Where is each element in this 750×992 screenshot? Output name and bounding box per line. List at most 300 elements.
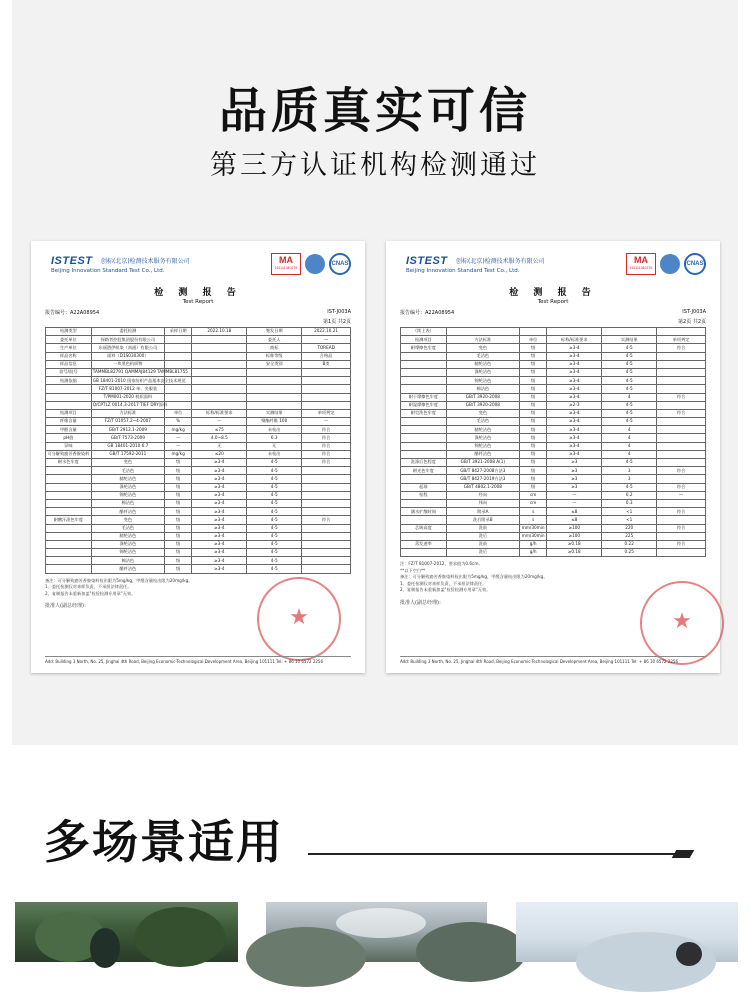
table-cell: 225 [602, 532, 657, 540]
table-cell: 洗后 [446, 532, 519, 540]
table-cell: 单项判定 [302, 409, 351, 417]
note-line: 1、委托检测仅对来样负责，不承担法律责任。 [400, 580, 487, 586]
table-row [46, 442, 351, 450]
table-cell: mm/30min [519, 524, 546, 532]
table-cell: 腈纶沾色 [446, 360, 519, 368]
table-row [46, 426, 351, 434]
table-cell: 4-5 [247, 459, 302, 467]
table-cell: 标称等级 [247, 352, 302, 360]
table-cell [46, 401, 92, 409]
table-cell: ≥3-4 [192, 483, 247, 491]
table-cell: 方法标准 [91, 409, 164, 417]
table-cell: pH值 [46, 434, 92, 442]
report-meta: 报告编号：A22A08954 IST-J003A [45, 309, 351, 316]
table-cell: 附录A [446, 508, 519, 516]
table-cell: — [164, 434, 191, 442]
table-row [401, 360, 706, 368]
table-cell [46, 499, 92, 507]
table-cell: ≥3-4 [547, 360, 602, 368]
table-cell: 2022.10.21 [302, 328, 351, 336]
table-cell: 0.2 [602, 491, 657, 499]
note-line: 2、复制报告未重新加盖"检验检测专用章"无效。 [400, 587, 491, 593]
table-row [401, 516, 706, 524]
note-line: 1、委托检测仅对来样负责，不承担法律责任。 [45, 584, 132, 590]
table-row [46, 483, 351, 491]
table-cell: ≥3-4 [192, 524, 247, 532]
table-cell: 芯吸高度 [401, 524, 447, 532]
table-cell [401, 418, 447, 426]
table-cell: g/h [519, 549, 546, 557]
table-cell: 4-5 [247, 516, 302, 524]
table-cell [192, 352, 247, 360]
table-cell: （续上表） [401, 328, 447, 336]
table-cell [46, 549, 92, 557]
table-row [46, 368, 351, 376]
table-cell: 腈纶沾色 [446, 426, 519, 434]
page-indicator: 第1页 共2页 [323, 319, 351, 325]
table-cell: 锦纶沾色 [91, 491, 164, 499]
table-cell [46, 524, 92, 532]
table-cell [247, 368, 302, 376]
table-row [401, 475, 706, 483]
table-cell: ≥3 [547, 475, 602, 483]
table-cell [46, 393, 92, 401]
report-number: A22A08954 [70, 310, 100, 316]
table-cell: 2022.10.18 [192, 328, 247, 336]
table-cell: GB/T 4802.1-2008 [446, 483, 519, 491]
inspection-seal-icon: ★ [640, 581, 724, 665]
table-cell: — [192, 418, 247, 426]
table-cell [657, 442, 706, 450]
table-row [46, 508, 351, 516]
scene-photo-snow [516, 902, 738, 962]
table-cell [401, 368, 447, 376]
table-cell: ≥3-4 [192, 557, 247, 565]
table-cell: 0.25 [602, 549, 657, 557]
table-cell: 锦纶沾色 [446, 377, 519, 385]
table-cell: 醋纤沾色 [91, 508, 164, 516]
table-cell [401, 377, 447, 385]
table-row [401, 499, 706, 507]
table-cell: 级 [519, 368, 546, 376]
org-name-cn: 创标(北京)检测技术服务有限公司 [101, 258, 190, 265]
table-cell: 安全类别 [247, 360, 302, 368]
table-cell: 涤纶沾色 [91, 483, 164, 491]
table-cell: % [164, 418, 191, 426]
table-cell: ≥3-4 [547, 409, 602, 417]
org-name-cn: 创标(北京)检测技术服务有限公司 [456, 258, 545, 265]
table-cell: 变色 [446, 409, 519, 417]
report-title-en: Test Report [537, 299, 569, 305]
scene-photo-mountain-mist [266, 902, 487, 962]
page-title: 品质真实可信 [218, 83, 531, 139]
table-cell: 耐干摩擦色牢度 [401, 393, 447, 401]
table-cell: — [547, 499, 602, 507]
table-cell [302, 524, 351, 532]
table-cell: — [302, 418, 351, 426]
table-cell [657, 426, 706, 434]
table-cell [164, 385, 191, 393]
table-cell: 4-5 [602, 385, 657, 393]
table-cell: 4-5 [602, 352, 657, 360]
table-row [401, 393, 706, 401]
table-cell: GB 18401-2010 国家纺织产品基本安全技术规范 [91, 377, 164, 385]
table-row [46, 401, 351, 409]
table-cell [192, 393, 247, 401]
table-cell: 级 [164, 516, 191, 524]
table-row [401, 418, 706, 426]
table-cell: 签发日期 [247, 328, 302, 336]
table-cell: 级 [519, 483, 546, 491]
table-cell: mg/kg [164, 450, 191, 458]
table-cell: 委托检测 [91, 328, 164, 336]
table-cell [401, 360, 447, 368]
note-line: 注：FZ/T 81007-2012、要求值为0.6cm。 [400, 561, 483, 567]
table-cell [302, 385, 351, 393]
table-cell [657, 401, 706, 409]
report-table [400, 327, 706, 557]
table-cell: 级 [519, 442, 546, 450]
table-cell: 符合 [657, 467, 706, 475]
table-cell: 符合 [302, 442, 351, 450]
table-row [401, 508, 706, 516]
table-cell: 样品信息 [46, 360, 92, 368]
table-cell: TAMMBL82791 QAMMAJ84129 TAMMBL81755 [91, 368, 164, 376]
report-code: IST-J003A [682, 309, 706, 315]
table-row [46, 524, 351, 532]
table-cell [657, 418, 706, 426]
table-cell: ≥100 [547, 532, 602, 540]
table-row [46, 459, 351, 467]
table-cell: 符合 [302, 516, 351, 524]
table-row [401, 336, 706, 344]
inspection-seal-icon: ★ [257, 577, 341, 661]
table-row [46, 418, 351, 426]
table-cell: 耐光色牢度 [401, 467, 447, 475]
table-cell: 4.0~8.5 [192, 434, 247, 442]
table-cell: 4-5 [602, 418, 657, 426]
table-cell: 棉沾色 [446, 385, 519, 393]
table-cell: 级 [164, 532, 191, 540]
table-cell: TOREAD [302, 344, 351, 352]
table-cell [164, 336, 191, 344]
table-cell [46, 385, 92, 393]
test-report-page-2 [386, 241, 720, 673]
table-cell: ≥3-4 [192, 540, 247, 548]
table-cell: mg/kg [164, 426, 191, 434]
table-cell [401, 549, 447, 557]
table-cell: 符合 [302, 434, 351, 442]
table-cell [401, 426, 447, 434]
table-cell: 毛沾色 [446, 352, 519, 360]
table-cell [401, 516, 447, 524]
table-cell: 洗涤后色程度 [401, 459, 447, 467]
table-cell: ≥3-4 [192, 565, 247, 573]
table-row [401, 344, 706, 352]
table-cell [302, 368, 351, 376]
table-cell: 4-5 [247, 475, 302, 483]
table-cell: 涤纶沾色 [446, 368, 519, 376]
table-cell [164, 344, 191, 352]
table-row [46, 377, 351, 385]
table-cell: ≥3-4 [547, 393, 602, 401]
table-cell: ≥100 [547, 524, 602, 532]
certification-marks [626, 253, 706, 275]
table-cell: 220 [602, 524, 657, 532]
table-cell [519, 328, 546, 336]
cnas-mark-icon: CNAS [684, 253, 706, 275]
table-row [401, 377, 706, 385]
table-cell [302, 401, 351, 409]
table-cell [657, 385, 706, 393]
table-cell: ≥3-4 [192, 549, 247, 557]
table-cell: 符合 [657, 508, 706, 516]
table-cell: 级 [519, 344, 546, 352]
table-cell: 涤纶沾色 [446, 434, 519, 442]
table-cell [46, 532, 92, 540]
table-cell: 符合 [302, 459, 351, 467]
table-cell: ≥3-4 [547, 450, 602, 458]
table-cell: 级 [164, 549, 191, 557]
table-cell: ≤8 [547, 508, 602, 516]
table-cell: 级 [164, 467, 191, 475]
table-cell: 无 [247, 442, 302, 450]
table-cell: 醋纤沾色 [446, 450, 519, 458]
table-cell: 采样日期 [164, 328, 191, 336]
table-row [401, 540, 706, 548]
table-cell: 变色 [91, 459, 164, 467]
table-cell [657, 434, 706, 442]
table-cell [164, 360, 191, 368]
table-row [401, 385, 706, 393]
table-row [401, 467, 706, 475]
note-line: 备注：可分解致癌芳香胺染料检出限为5mg/kg，甲醛含量检出限为20mg/kg。 [400, 574, 548, 580]
test-report-page-1 [31, 241, 365, 673]
table-cell [302, 491, 351, 499]
table-cell: 实测结果 [602, 336, 657, 344]
table-cell: 级 [519, 467, 546, 475]
table-cell: 4-5 [247, 540, 302, 548]
table-cell [192, 377, 247, 385]
table-cell: 级 [164, 565, 191, 573]
table-cell [46, 491, 92, 499]
table-cell: ≥3-4 [192, 459, 247, 467]
table-cell [657, 516, 706, 524]
table-cell: 级 [164, 483, 191, 491]
table-cell: 4-5 [602, 401, 657, 409]
table-cell: 4 [602, 434, 657, 442]
table-cell: 款号/批号 [46, 368, 92, 376]
table-cell: 变色 [446, 344, 519, 352]
table-cell [401, 442, 447, 450]
table-cell: GB/T 3920-2008 [446, 401, 519, 409]
table-row [401, 524, 706, 532]
table-cell: 腈纶沾色 [91, 475, 164, 483]
table-cell: 4-5 [602, 409, 657, 417]
table-cell: 4-5 [247, 508, 302, 516]
table-cell [46, 467, 92, 475]
table-cell: 涵水扩散时间 [401, 508, 447, 516]
table-cell [46, 540, 92, 548]
table-row [401, 491, 706, 499]
table-cell: 实测结果 [247, 409, 302, 417]
table-cell: 级 [164, 491, 191, 499]
table-cell: 4-5 [247, 499, 302, 507]
table-cell: ≥3 [547, 467, 602, 475]
table-cell [657, 549, 706, 557]
table-row [401, 434, 706, 442]
table-row [46, 450, 351, 458]
ilac-mark-icon [660, 254, 680, 274]
table-cell: ≥3-4 [547, 434, 602, 442]
table-row [46, 565, 351, 573]
table-cell: 蒸发速率 [401, 540, 447, 548]
table-row [46, 516, 351, 524]
table-cell: ≥3-4 [192, 491, 247, 499]
table-cell [247, 401, 302, 409]
table-cell: 洗前 [446, 524, 519, 532]
table-row [46, 532, 351, 540]
table-cell: 锦纶沾色 [446, 442, 519, 450]
table-cell: 4-5 [247, 467, 302, 475]
scenes-title: 多场景适用 [44, 815, 284, 869]
table-row [401, 368, 706, 376]
table-row [46, 549, 351, 557]
table-cell: 级 [519, 475, 546, 483]
table-cell: 3 [602, 475, 657, 483]
table-cell: 符合 [657, 409, 706, 417]
table-cell: 样品名称 [46, 352, 92, 360]
table-cell: ≥3-4 [547, 352, 602, 360]
table-row [46, 393, 351, 401]
table-cell [657, 328, 706, 336]
report-code: IST-J003A [327, 309, 351, 315]
table-cell: 符合 [657, 524, 706, 532]
table-cell: 级 [519, 360, 546, 368]
table-cell [401, 450, 447, 458]
table-cell [46, 557, 92, 565]
table-cell: 级 [519, 459, 546, 467]
table-cell: 4-5 [602, 459, 657, 467]
table-cell: 4-5 [247, 483, 302, 491]
table-cell [657, 377, 706, 385]
table-cell: 3 [602, 467, 657, 475]
table-row [46, 385, 351, 393]
table-cell: ≥3-4 [192, 475, 247, 483]
table-cell: 委托人 [247, 336, 302, 344]
table-cell: ≥3-4 [192, 467, 247, 475]
table-cell: GB 18401-2010 6.7 [91, 442, 164, 450]
table-cell [401, 352, 447, 360]
table-cell: 4-5 [602, 377, 657, 385]
table-row [46, 467, 351, 475]
table-cell: ≤20 [192, 450, 247, 458]
table-row [46, 557, 351, 565]
table-cell: <1 [602, 516, 657, 524]
table-cell: 生产单位 [46, 344, 92, 352]
table-cell: 单位 [164, 409, 191, 417]
report-meta: 报告编号：A22A08954 IST-J003A [400, 309, 706, 316]
table-row [46, 491, 351, 499]
table-cell: Q/CPTLZ 0014.3-2017 TIEF DRY面料 [91, 401, 164, 409]
scene-photo-forest [15, 902, 238, 962]
table-cell: GB/T 3921-2008 A(1) [446, 459, 519, 467]
table-cell: g/h [519, 540, 546, 548]
table-cell [657, 475, 706, 483]
table-cell: 棉沾色 [91, 557, 164, 565]
table-cell: s [519, 508, 546, 516]
table-cell: 级 [164, 524, 191, 532]
table-cell: 聚酯纤维 100 [247, 418, 302, 426]
table-cell: 级 [519, 385, 546, 393]
table-cell [247, 393, 302, 401]
table-cell: 面料（D1S030300） [91, 352, 164, 360]
table-cell: GB/T 8427-2008方法3 [446, 467, 519, 475]
table-cell: 耐摩擦色牢度 [401, 344, 447, 352]
table-cell [657, 368, 706, 376]
table-cell: 单项判定 [657, 336, 706, 344]
table-cell [302, 467, 351, 475]
report-title: 检 测 报 告 [154, 288, 242, 298]
table-cell: ≥3-4 [192, 508, 247, 516]
table-cell [657, 499, 706, 507]
table-cell: 耐皂洗色牢度 [401, 409, 447, 417]
ilac-mark-icon [305, 254, 325, 274]
table-cell [192, 368, 247, 376]
table-cell: 商标 [247, 344, 302, 352]
table-row [46, 328, 351, 336]
istest-logo: ISTEST [406, 255, 448, 267]
table-cell [302, 549, 351, 557]
table-cell: 4-5 [247, 524, 302, 532]
table-cell: 可分解致癌芳香胺染料 [46, 450, 92, 458]
table-cell: ≥3-4 [547, 377, 602, 385]
table-cell [46, 508, 92, 516]
table-cell: 4-5 [602, 368, 657, 376]
table-cell [602, 328, 657, 336]
org-name-en: Beijing Innovation Standard Test Co., Ltd. [51, 268, 165, 274]
table-cell: 0.3 [602, 499, 657, 507]
table-cell: 委托单位 [46, 336, 92, 344]
table-row [46, 344, 351, 352]
table-cell: 级 [519, 377, 546, 385]
table-cell: GB/T 8427-2019方法3 [446, 475, 519, 483]
table-cell: ≥3-4 [547, 418, 602, 426]
table-cell [401, 385, 447, 393]
table-cell: B类 [302, 360, 351, 368]
table-cell [657, 532, 706, 540]
table-cell: ≥3-4 [192, 516, 247, 524]
table-cell [46, 475, 92, 483]
table-cell [302, 532, 351, 540]
page-subtitle: 第三方认证机构检测通过 [210, 150, 540, 181]
table-cell [401, 475, 447, 483]
table-cell: 级 [164, 475, 191, 483]
table-cell: 合格品 [302, 352, 351, 360]
table-row [46, 336, 351, 344]
table-cell [164, 401, 191, 409]
table-cell [446, 328, 519, 336]
note-line: **以下空白** [400, 567, 426, 573]
table-cell: GB/T 3920-2008 [446, 393, 519, 401]
table-cell: GB/T 17592-2011 [91, 450, 164, 458]
report-title-en: Test Report [182, 299, 214, 305]
table-cell: mm/30min [519, 532, 546, 540]
table-cell: 起球 [401, 483, 447, 491]
table-cell: ≥2-3 [547, 401, 602, 409]
table-cell: 级 [164, 459, 191, 467]
report-number: A22A08954 [425, 310, 455, 316]
